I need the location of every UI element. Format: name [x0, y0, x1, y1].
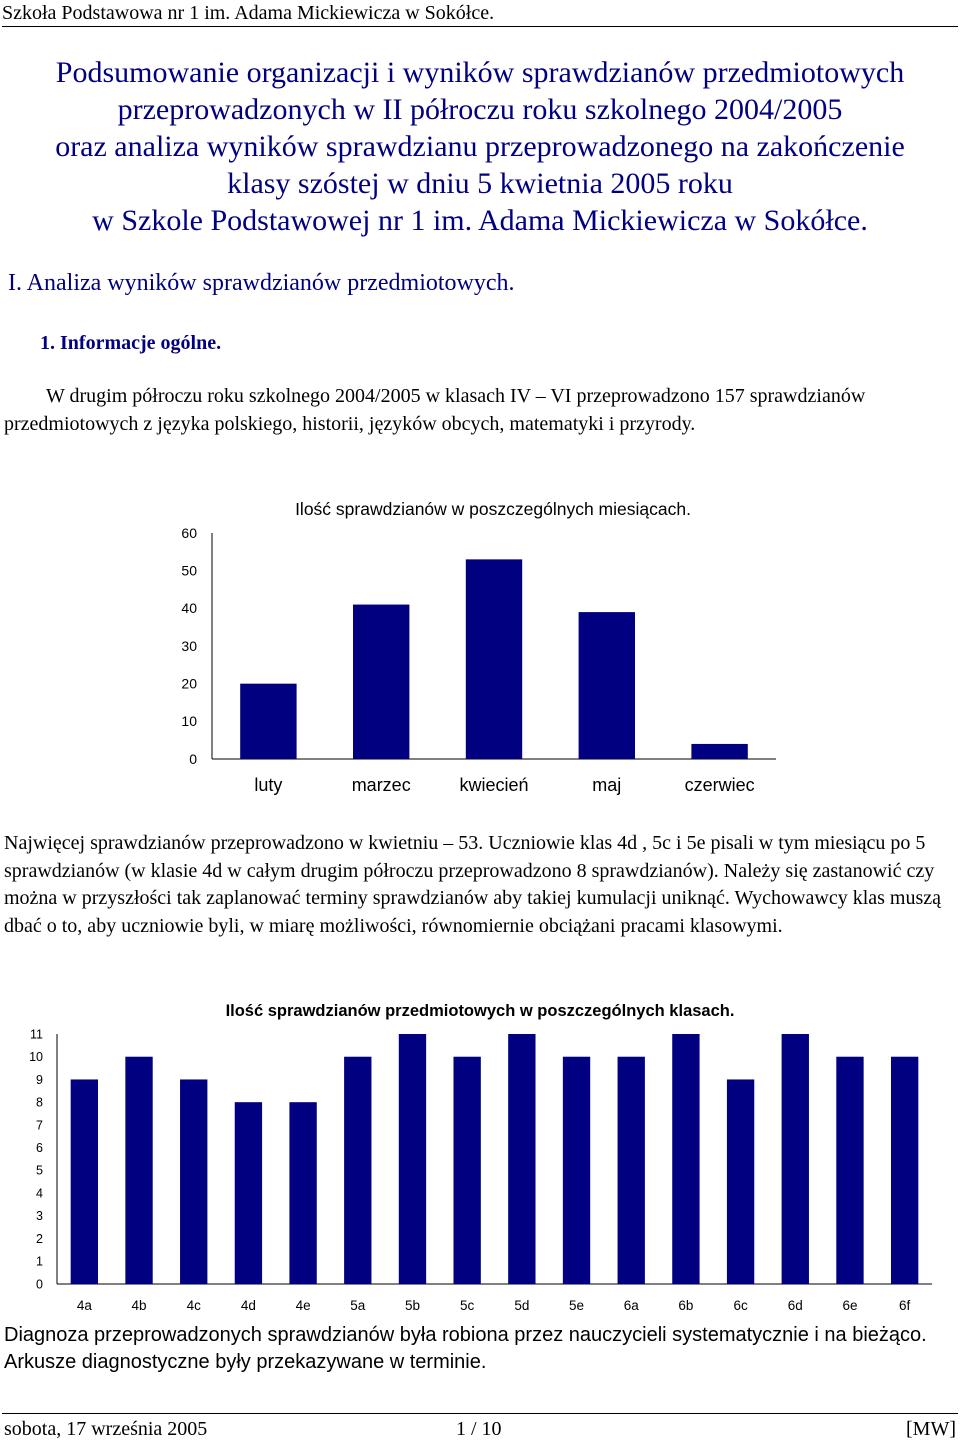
- bar: [618, 1057, 645, 1284]
- footer-page-number: 1 / 10: [456, 1418, 502, 1440]
- y-tick-label: 5: [36, 1163, 43, 1178]
- y-tick-label: 3: [36, 1209, 43, 1224]
- x-tick-label: 6d: [787, 1298, 803, 1313]
- y-tick-label: 4: [36, 1186, 43, 1201]
- section-heading: I. Analiza wyników sprawdzianów przedmiotowych.: [8, 270, 515, 296]
- bar: [399, 1034, 426, 1284]
- x-tick-label: 5a: [350, 1298, 366, 1313]
- y-tick-label: 0: [189, 750, 197, 767]
- y-tick-label: 20: [181, 675, 197, 692]
- y-tick-label: 10: [181, 713, 197, 730]
- x-tick-label: 4d: [240, 1298, 256, 1313]
- y-tick-label: 9: [36, 1072, 43, 1087]
- footer-author: [MW]: [906, 1418, 956, 1440]
- x-tick-label: 4c: [186, 1298, 201, 1313]
- bar: [782, 1034, 809, 1284]
- x-tick-label: kwiecień: [459, 775, 529, 795]
- x-tick-label: 6c: [733, 1298, 748, 1313]
- x-tick-label: 5e: [569, 1298, 585, 1313]
- bar: [672, 1034, 699, 1284]
- chart-title: Ilość sprawdzianów w poszczególnych miesiącach.: [295, 499, 691, 519]
- closing-paragraph: Diagnoza przeprowadzonych sprawdzianów była robiona przez nauczycieli systematycznie i na bieżąco. Arkusze diagnostyczne były przekazywane w terminie.: [4, 1324, 927, 1373]
- y-tick-label: 60: [181, 524, 197, 541]
- bar: [289, 1102, 316, 1284]
- x-tick-label: 4a: [76, 1298, 92, 1313]
- y-tick-label: 50: [181, 562, 197, 579]
- y-tick-label: 10: [29, 1050, 43, 1065]
- chart-title: Ilość sprawdzianów przedmiotowych w poszczególnych klasach.: [225, 1002, 735, 1020]
- y-tick-label: 30: [181, 637, 197, 654]
- title-line: klasy szóstej w dniu 5 kwietnia 2005 roku: [227, 167, 733, 200]
- bar: [836, 1057, 863, 1284]
- y-tick-label: 8: [36, 1095, 43, 1110]
- y-tick-label: 1: [36, 1254, 43, 1269]
- y-tick-label: 7: [36, 1118, 43, 1133]
- bar: [508, 1034, 535, 1284]
- y-tick-label: 0: [36, 1277, 43, 1292]
- x-tick-label: 6b: [678, 1298, 694, 1313]
- y-tick-label: 2: [36, 1231, 43, 1246]
- bar: [71, 1079, 98, 1284]
- bar: [344, 1057, 371, 1284]
- y-tick-label: 11: [30, 1027, 43, 1042]
- title-line: Podsumowanie organizacji i wyników sprawdzianów przedmiotowych: [55, 56, 905, 89]
- footer-divider: [2, 1413, 958, 1414]
- bar: [453, 1057, 480, 1284]
- page-header: Szkoła Podstawowa nr 1 im. Adama Mickiewicza w Sokółce.: [2, 2, 958, 27]
- bar: [563, 1057, 590, 1284]
- x-tick-label: 6e: [842, 1298, 858, 1313]
- x-tick-label: 5d: [514, 1298, 530, 1313]
- x-tick-label: luty: [254, 775, 283, 795]
- x-tick-label: 4b: [131, 1298, 147, 1313]
- bar: [125, 1057, 152, 1284]
- x-tick-label: 5b: [404, 1298, 420, 1313]
- intro-paragraph: W drugim półroczu roku szkolnego 2004/2005 w klasach IV – VI przeprowadzono 157 sprawdzianów przedmiotowych z języka polskiego, historii, języków obcych, matematyki i przyrody.: [4, 385, 866, 435]
- bar: [891, 1057, 918, 1284]
- x-tick-label: 4e: [295, 1298, 311, 1313]
- x-tick-label: 6f: [899, 1298, 911, 1313]
- bar: [235, 1102, 262, 1284]
- bar: [727, 1079, 754, 1284]
- x-tick-label: czerwiec: [684, 775, 755, 795]
- y-tick-label: 6: [36, 1141, 43, 1156]
- chart1-commentary: Najwięcej sprawdzianów przeprowadzono w kwietniu – 53. Uczniowie klas 4d , 5c i 5e pisali w tym miesiącu po 5 sprawdzianów (w klasie 4d w całym drugim półroczu przeprowadzono 8 sprawdzianów). Należy się zastanowić czy można w przyszłości tak zaplanować terminy sprawdzianów aby takiej kumulacji uniknąć. Wychowawcy klas muszą dbać o to, aby uczniowie byli, w miarę możliwości, równomiernie obciążani pracami klasowymi.: [4, 832, 942, 937]
- bar: [180, 1079, 207, 1284]
- y-tick-label: 40: [181, 600, 197, 617]
- title-line: oraz analiza wyników sprawdzianu przeprowadzonego na zakończenie: [55, 130, 905, 163]
- x-tick-label: maj: [592, 775, 622, 795]
- title-line: przeprowadzonych w II półroczu roku szkolnego 2004/2005: [117, 93, 843, 126]
- subsection-heading: 1. Informacje ogólne.: [40, 332, 222, 354]
- footer-date: sobota, 17 września 2005: [4, 1418, 208, 1440]
- title-line: w Szkole Podstawowej nr 1 im. Adama Mickiewicza w Sokółce.: [92, 204, 868, 237]
- x-tick-label: marzec: [351, 775, 411, 795]
- x-tick-label: 5c: [460, 1298, 475, 1313]
- x-tick-label: 6a: [623, 1298, 639, 1313]
